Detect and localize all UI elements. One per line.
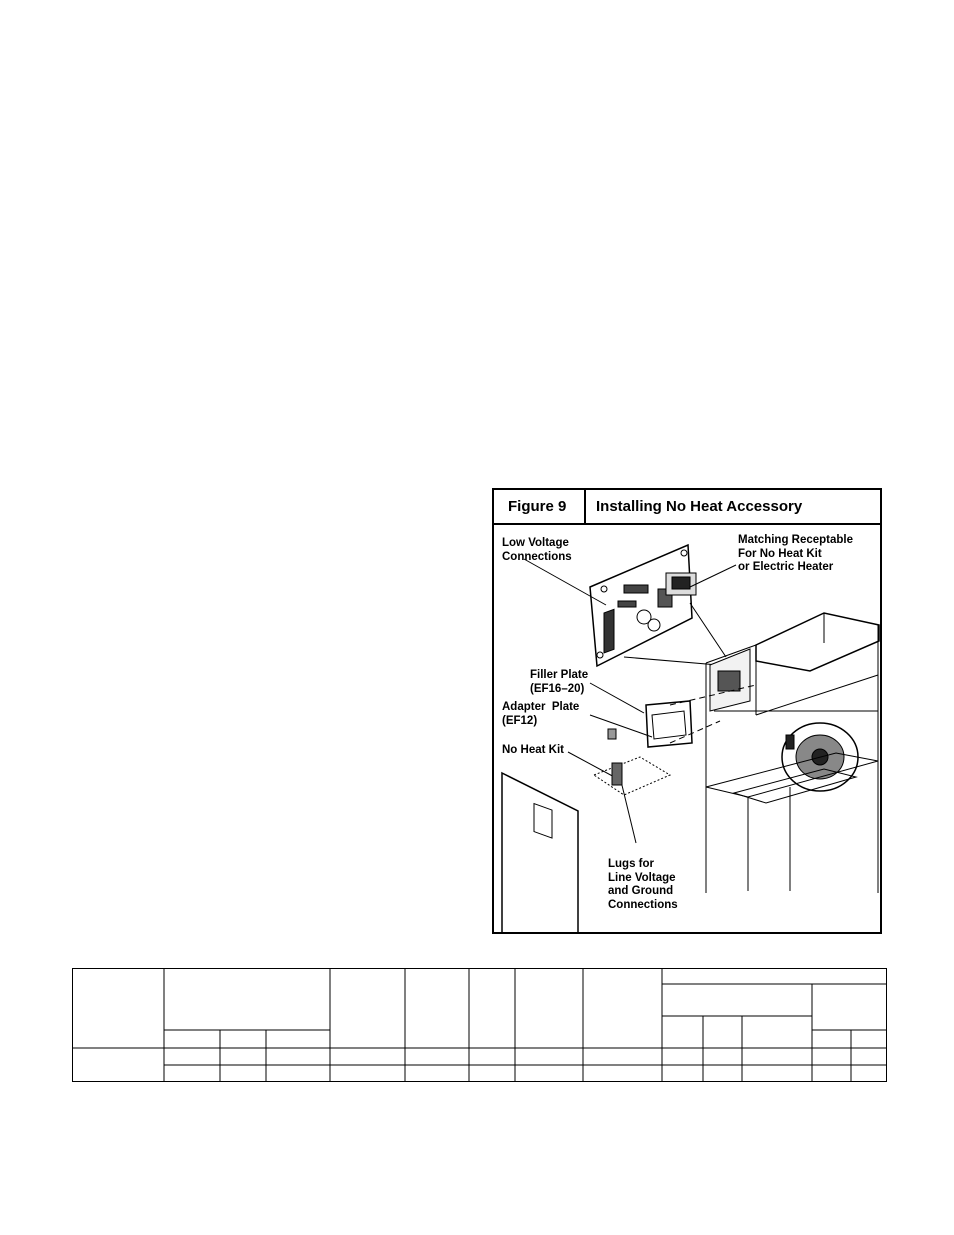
board-screw bbox=[681, 550, 687, 556]
board-screw bbox=[597, 652, 603, 658]
adapter-opening bbox=[652, 711, 686, 739]
terminal-strip bbox=[604, 609, 614, 653]
label-lugs: Lugs for Line Voltage and Ground Connections bbox=[608, 858, 678, 911]
figure-title: Installing No Heat Accessory bbox=[596, 498, 803, 515]
label-receptacle: Matching Receptable For No Heat Kit or Electric Heater bbox=[738, 534, 854, 573]
base-opening bbox=[734, 769, 856, 803]
panel-label bbox=[534, 804, 552, 839]
capacitor bbox=[648, 619, 660, 631]
label-filler-plate: Filler Plate (EF16–20) bbox=[530, 669, 589, 695]
no-heat-kit-lugs bbox=[612, 763, 622, 785]
box-components bbox=[718, 671, 740, 691]
cabinet-top bbox=[756, 613, 879, 671]
no-heat-kit-connector bbox=[608, 729, 616, 739]
figure-header bbox=[494, 490, 880, 525]
label-no-heat-kit: No Heat Kit bbox=[502, 744, 564, 756]
receptacle-pins bbox=[672, 577, 690, 589]
table-grid bbox=[72, 968, 887, 1082]
figure-illustration bbox=[494, 525, 880, 932]
front-panel bbox=[502, 773, 578, 932]
board-screw bbox=[601, 586, 607, 592]
no-heat-accessory-drawing bbox=[494, 525, 880, 932]
figure-number: Figure 9 bbox=[494, 490, 586, 523]
specification-table bbox=[72, 968, 887, 1082]
label-adapter-plate: Adapter Plate (EF12) bbox=[502, 701, 580, 727]
no-heat-kit-tray bbox=[594, 757, 670, 795]
figure-9 bbox=[492, 488, 882, 934]
board-chips bbox=[618, 601, 636, 607]
board-chips bbox=[624, 585, 648, 593]
label-low-voltage: Low Voltage Connections bbox=[502, 537, 572, 563]
blower-motor-tag bbox=[786, 735, 794, 749]
